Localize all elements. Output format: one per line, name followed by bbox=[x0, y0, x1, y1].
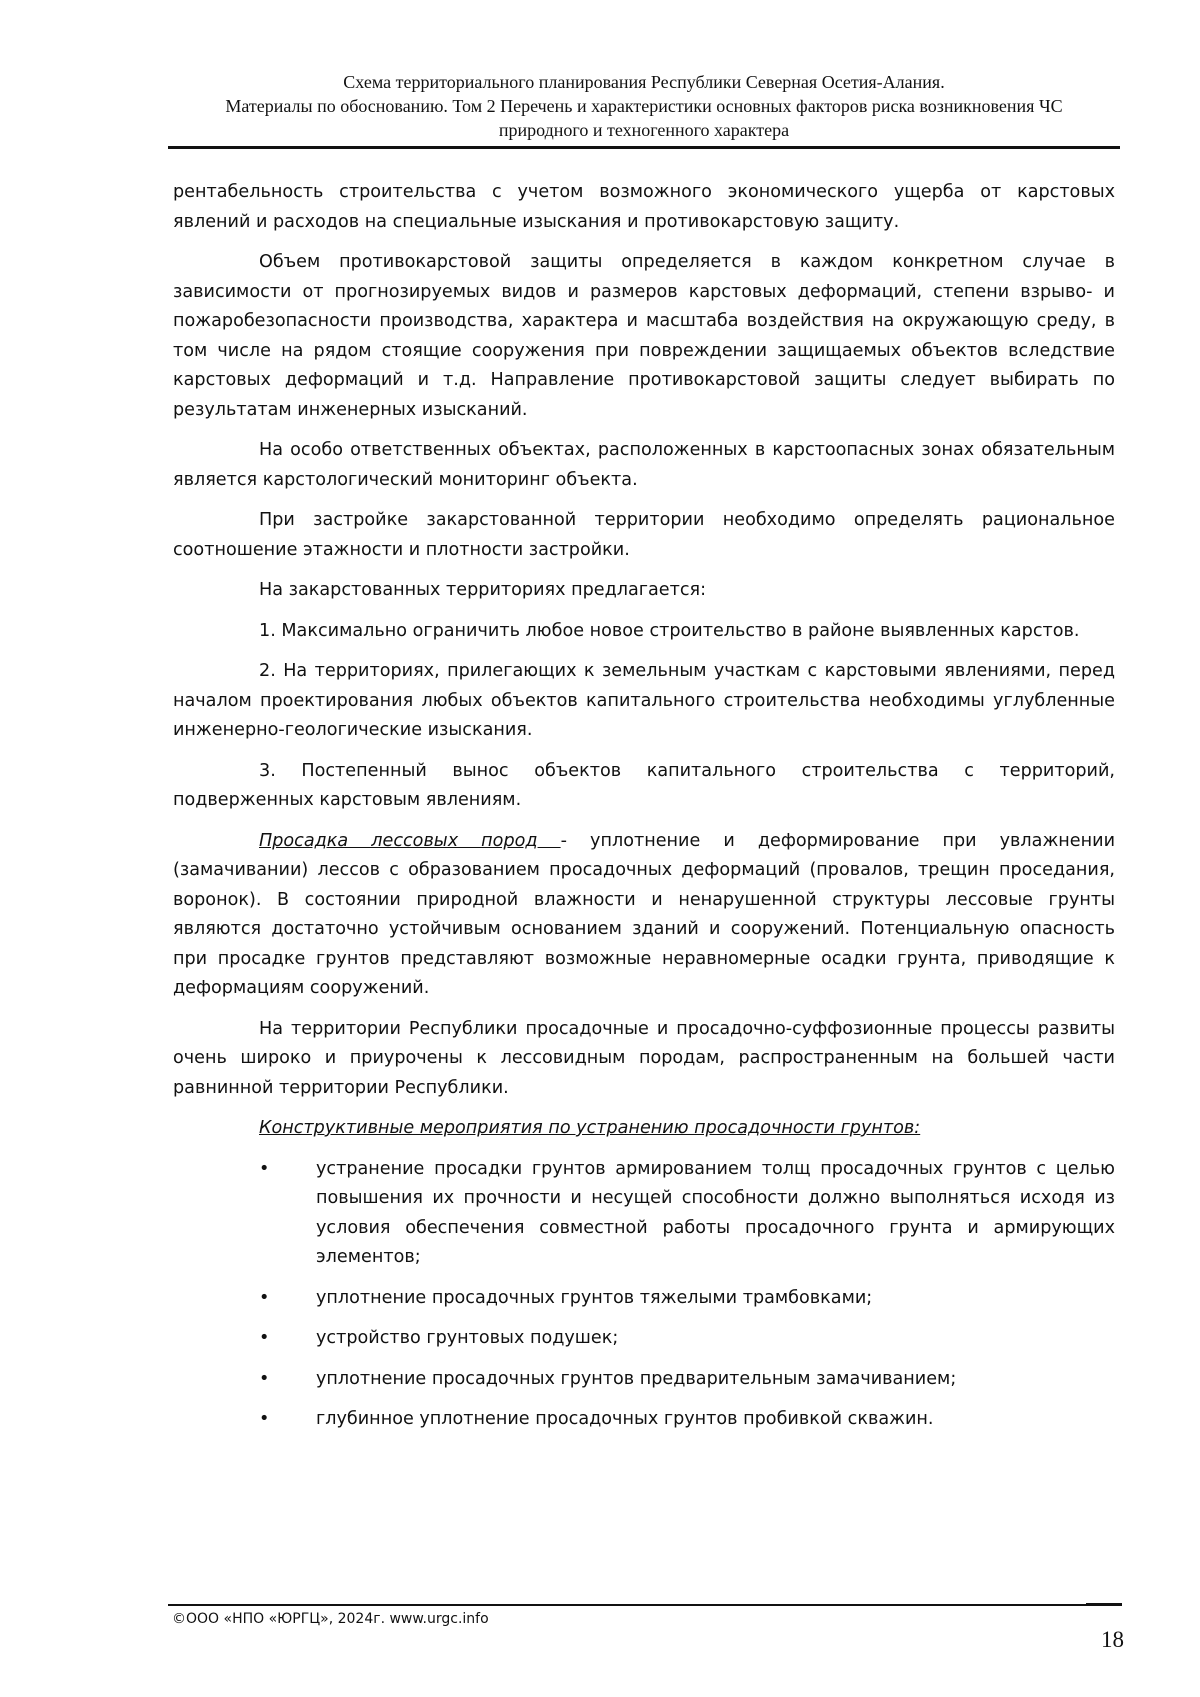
paragraph: На закарстованных территориях предлагается: bbox=[259, 580, 707, 600]
list-item bbox=[173, 1284, 1115, 1314]
paragraph: На территории Республики просадочные и просадочно-суффозионные процессы развиты очень широко и приурочены к лессовидным породам, распространенным на большей части равнинной территории Республики. bbox=[173, 1018, 1115, 1098]
term-gap bbox=[538, 831, 561, 851]
header-line-3: природного и техногенного характера bbox=[498, 120, 790, 140]
bullet-icon: • bbox=[259, 1368, 270, 1389]
list-item bbox=[173, 1155, 1115, 1273]
definition-text: - уплотнение и деформирование при увлажнении (замачивании) лессов с образованием просадочных деформаций (провалов, трещин проседания, воронок). В состоянии природной влажности и ненарушенной структуры лессовые грунты являются достаточно устойчивым основанием зданий и сооружений. Потенциальную опасность при просадке грунтов представляют возможные неравномерные осадки грунта, приводящие к деформациям сооружений. bbox=[173, 830, 1115, 998]
list-item-text: уплотнение просадочных грунтов предварительным замачиванием; bbox=[316, 1368, 957, 1389]
bullet-icon: • bbox=[259, 1287, 270, 1308]
footer-divider bbox=[168, 1604, 1086, 1606]
list-item-text: устройство грунтовых подушек; bbox=[316, 1328, 619, 1348]
list-item-text: устранение просадки грунтов армированием толщ просадочных грунтов с целью повышения их прочности и несущей способности должно выполняться исходя из условия обеспечения совместной работы просадочного грунта и армирующих элементов; bbox=[316, 1158, 1115, 1267]
paragraph: 3. Постепенный вынос объектов капитального строительства с территорий, подверженных карстовым явлениям. bbox=[173, 760, 1115, 810]
list-item-text: уплотнение просадочных грунтов тяжелыми трамбовками; bbox=[316, 1287, 873, 1308]
paragraph: На особо ответственных объектах, расположенных в карстоопасных зонах обязательным является карстологический мониторинг объекта. bbox=[173, 440, 1115, 490]
paragraph: При застройке закарстованной территории необходимо определять рациональное соотношение этажности и плотности застройки. bbox=[173, 510, 1115, 560]
measures-list bbox=[173, 1155, 1115, 1435]
footer-divider-accent bbox=[1086, 1603, 1122, 1606]
header-line-1: Схема территориального планирования Республики Северная Осетия-Алания. bbox=[343, 72, 945, 92]
header-divider bbox=[168, 146, 1120, 149]
paragraph: рентабельность строительства с учетом возможного экономического ущерба от карстовых явлений и расходов на специальные изыскания и противокарстовую защиту. bbox=[173, 182, 1115, 232]
document-body bbox=[173, 178, 1115, 1446]
running-header bbox=[168, 70, 1120, 142]
bullet-icon: • bbox=[259, 1409, 270, 1429]
term-loess-subsidence: Просадка лессовых пород bbox=[259, 830, 538, 851]
footer-copyright: ©ООО «НПО «ЮРГЦ», 2024г. www.urgc.info bbox=[172, 1611, 489, 1627]
list-item-text: глубинное уплотнение просадочных грунтов пробивкой скважин. bbox=[316, 1409, 934, 1429]
bullet-icon: • bbox=[259, 1328, 270, 1348]
list-item bbox=[173, 1365, 1115, 1395]
paragraph: Объем противокарстовой защиты определяется в каждом конкретном случае в зависимости от прогнозируемых видов и размеров карстовых деформаций, степени взрыво- и пожаробезопасности производства, характера и масштаба воздействия на окружающую среду, в том числе на рядом стоящие сооружения при повреждении защищаемых объектов вследствие карстовых деформаций и т.д. Направление противокарстовой защиты следует выбирать по результатам инженерных изысканий. bbox=[173, 252, 1115, 420]
bullet-icon: • bbox=[259, 1158, 270, 1179]
subheading-text: Конструктивные мероприятия по устранению просадочности грунтов: bbox=[259, 1118, 921, 1138]
page-number: 18 bbox=[1101, 1627, 1124, 1652]
paragraph: 1. Максимально ограничить любое новое строительство в районе выявленных карстов. bbox=[259, 620, 1080, 641]
header-line-2: Материалы по обоснованию. Том 2 Перечень и характеристики основных факторов риска возникновения ЧС bbox=[225, 96, 1063, 116]
section-subheading bbox=[173, 1114, 1115, 1144]
paragraph: 2. На территориях, прилегающих к земельным участкам с карстовыми явлениями, перед началом проектирования любых объектов капитального строительства необходимы углубленные инженерно-геологические изыскания. bbox=[173, 661, 1115, 740]
list-item bbox=[173, 1324, 1115, 1354]
paragraph-definition bbox=[173, 827, 1115, 1004]
list-item bbox=[173, 1405, 1115, 1435]
